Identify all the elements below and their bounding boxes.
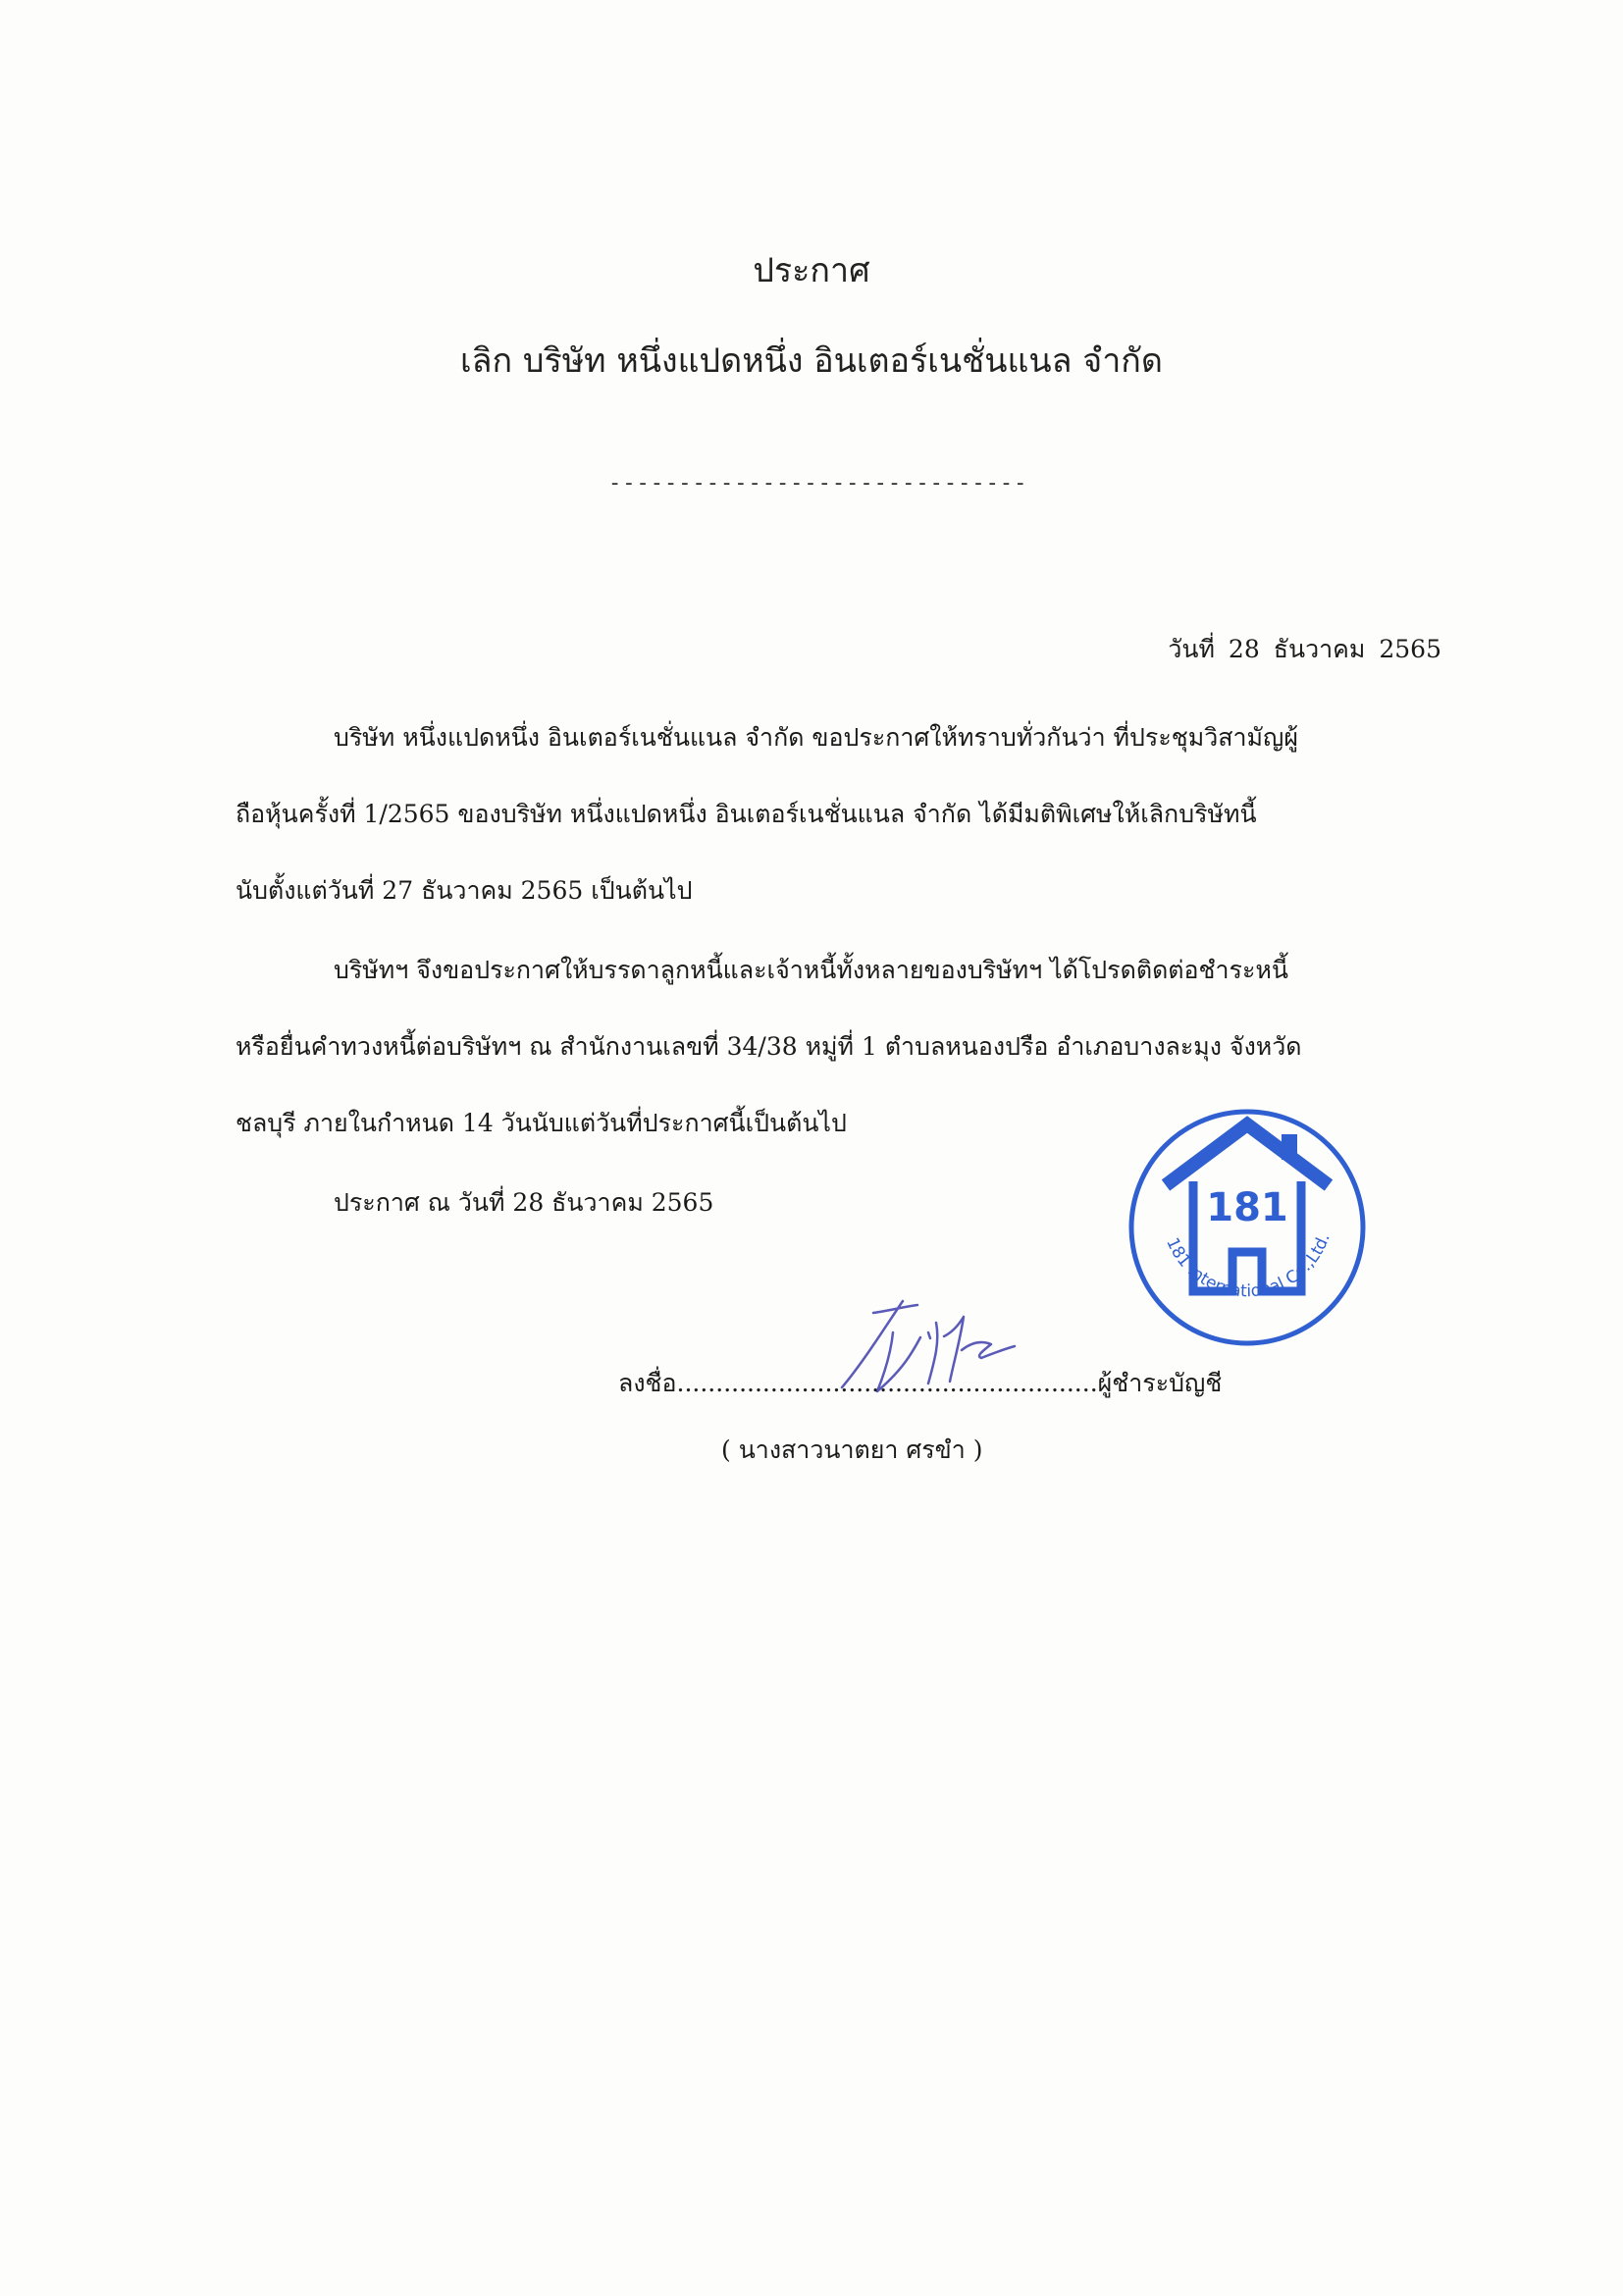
date-month: ธันวาคม [1273,635,1366,663]
paragraph-line: บริษัทฯ จึงขอประกาศให้บรรดาลูกหนี้และเจ้าหนี้ทั้งหลายของบริษัทฯ ได้โปรดติดต่อชำระหนี้ [334,956,1288,984]
paragraph-line: ถือหุ้นครั้งที่ 1/2565 ของบริษัท หนึ่งแปดหนึ่ง อินเตอร์เนชั่นแนล จำกัด ได้มีมติพิเศษให้เลิกบริษัทนี้ [236,800,1257,828]
paragraph-line: บริษัท หนึ่งแปดหนึ่ง อินเตอร์เนชั่นแนล จำกัด ขอประกาศให้ทราบทั่วกันว่า ที่ประชุมวิสามัญผู้ [334,723,1298,752]
page-subtitle: เลิก บริษัท หนึ่งแปดหนึ่ง อินเตอร์เนชั่นแนล จำกัด [460,341,1163,381]
date-day: 28 [1228,635,1260,663]
divider-line: ------------------------------ [608,471,1028,496]
document-date [1168,630,1441,669]
signature-role: ผู้ชำระบัญชี [1097,1369,1223,1397]
signature-dots: ...................................................... [676,1369,1098,1397]
date-year: 2565 [1379,635,1441,663]
paragraph-line: ชลบุรี ภายในกำหนด 14 วันนับแต่วันที่ประกาศนี้เป็นต้นไป [236,1109,847,1137]
signature-line [618,1364,1222,1403]
paragraph-line: หรือยื่นคำทวงหนี้ต่อบริษัทฯ ณ สำนักงานเลขที่ 34/38 หมู่ที่ 1 ตำบลหนองปรือ อำเภอบางละมุง จังหวัด [236,1032,1302,1061]
page-title: ประกาศ [753,251,870,290]
paragraph-dissolution [236,700,1444,929]
company-seal-icon [1125,1105,1370,1350]
seal-text: 181 International Co.,Ltd. [1162,1230,1335,1302]
seal-number: 181 [1206,1185,1288,1230]
announcement-date: ประกาศ ณ วันที่ 28 ธันวาคม 2565 [334,1188,714,1217]
signature-prefix: ลงชื่อ [618,1369,677,1397]
paragraph-line: นับตั้งแต่วันที่ 27 ธันวาคม 2565 เป็นต้นไป [236,876,693,905]
date-day-label: วันที่ [1168,635,1215,663]
signer-name: ( นางสาวนาตยา ศรขำ ) [721,1435,983,1464]
